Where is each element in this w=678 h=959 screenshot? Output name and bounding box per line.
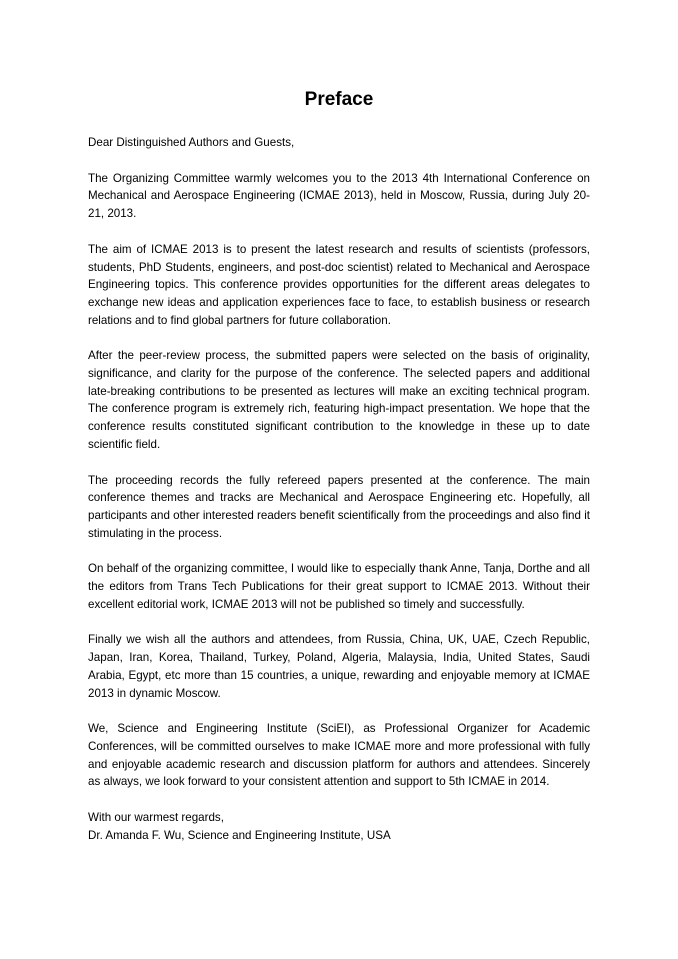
preface-body bbox=[88, 134, 590, 845]
document-page bbox=[88, 0, 590, 959]
closing: With our warmest regards, bbox=[88, 811, 224, 825]
signature: Dr. Amanda F. Wu, Science and Engineering Institute, USA bbox=[88, 828, 391, 842]
paragraph-aim: The aim of ICMAE 2013 is to present the latest research and results of scientists (professors, students, PhD Students, engineers, and post-doc scientist) related to Mechanical and Aerospace Engineering topics. This conference provides opportunities for the different areas delegates to exchange new ideas and application experiences face to face, to establish business or research relations and to find global partners for future collaboration. bbox=[88, 242, 590, 327]
paragraph-acknowledgements: On behalf of the organizing committee, I would like to especially thank Anne, Tanja, Dorthe and all the editors from Trans Tech Publications for their great support to ICMAE 2013. Without their excellent editorial work, ICMAE 2013 will not be published so timely and successfully. bbox=[88, 562, 590, 611]
greeting: Dear Distinguished Authors and Guests, bbox=[88, 136, 295, 149]
paragraph-welcome: The Organizing Committee warmly welcomes you to the 2013 4th International Conference on Mechanical and Aerospace Engineering (ICMAE 2013), held in Moscow, Russia, during July 20-21, 2013. bbox=[88, 171, 590, 221]
paragraph-review-process: After the peer-review process, the submitted papers were selected on the basis of originality, significance, and clarity for the purpose of the conference. The selected papers and additional late-breaking contributions to be presented as lectures will make an exciting technical program. The conference program is extremely rich, featuring high-impact presentation. We hope that the conference results constituted significant contribution to the knowledge in these up to date scientific field. bbox=[88, 349, 590, 451]
paragraph-attendees: Finally we wish all the authors and attendees, from Russia, China, UK, UAE, Czech Republic, Japan, Iran, Korea, Thailand, Turkey, Poland, Algeria, Malaysia, India, United States, Saudi Arabia, Egypt, etc more than 15 countries, a unique, rewarding and enjoyable memory at ICMAE 2013 in dynamic Moscow. bbox=[88, 633, 590, 700]
paragraph-proceedings: The proceeding records the fully refereed papers presented at the conference. The main conference themes and tracks are Mechanical and Aerospace Engineering etc. Hopefully, all participants and other interested readers benefit scientifically from the proceedings and also find it stimulating in the process. bbox=[88, 473, 590, 540]
page-title: Preface bbox=[304, 89, 374, 110]
paragraph-organizer: We, Science and Engineering Institute (SciEI), as Professional Organizer for Academic Conferences, will be committed ourselves to make ICMAE more and more professional with fully and enjoyable academic research and discussion platform for authors and attendees. Sincerely as always, we look forward to your consistent attention and support to 5th ICMAE in 2014. bbox=[88, 722, 590, 789]
